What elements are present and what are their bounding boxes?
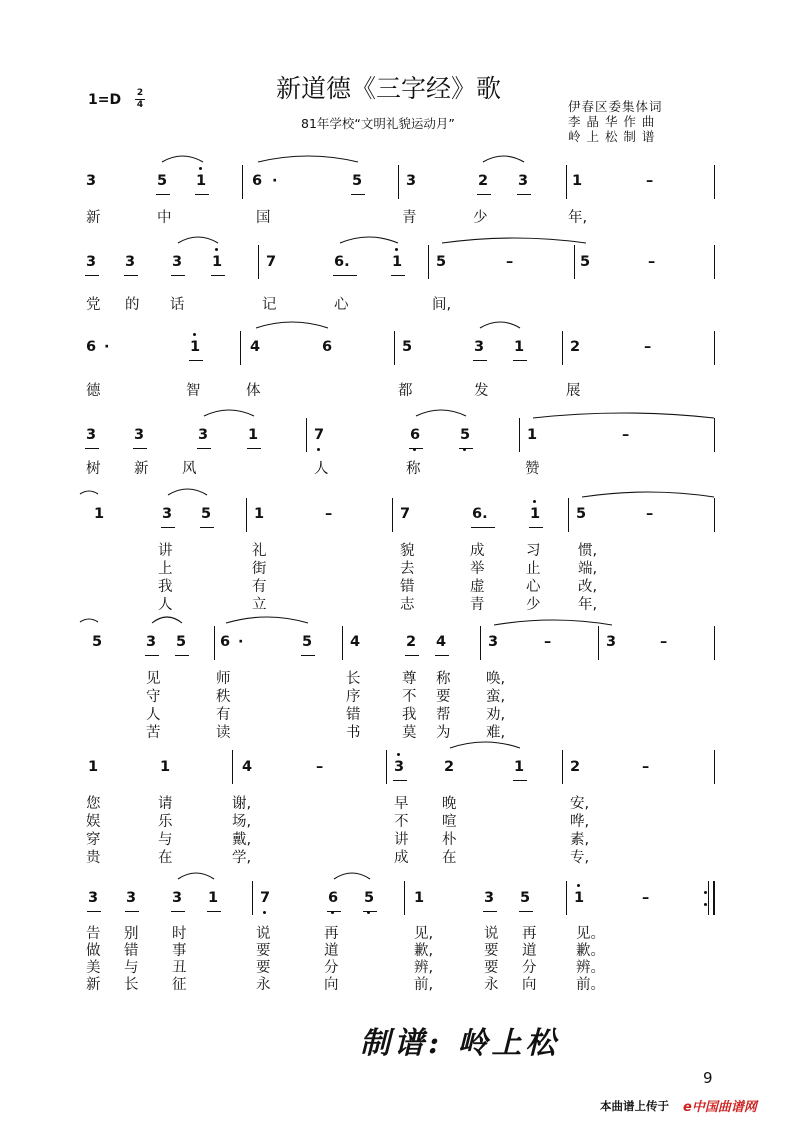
lyric-syllable: 哗, — [570, 814, 590, 830]
lyric-syllable: 晚 — [442, 796, 457, 812]
lyric-syllable: 记 — [262, 297, 277, 313]
jianpu-note: 7 — [266, 254, 277, 270]
jianpu-note: 1 — [392, 254, 403, 270]
jianpu-note: 3 — [162, 506, 173, 522]
jianpu-note: 6. — [334, 254, 350, 270]
jianpu-note: 3 — [198, 427, 209, 443]
upload-notice: 本曲谱上传于 — [600, 1099, 669, 1113]
lyric-syllable: 要 — [484, 943, 499, 959]
lyric-syllable: 秩 — [216, 689, 231, 705]
slur-tie — [226, 617, 308, 623]
lyric-syllable: 乐 — [158, 814, 173, 830]
lyric-syllable: 发 — [474, 383, 489, 399]
jianpu-note: 3 — [86, 173, 97, 189]
dash-extension: – — [506, 254, 514, 270]
lyric-syllable: 树 — [86, 461, 101, 477]
slur-tie — [80, 491, 98, 494]
jianpu-note: 5 — [460, 427, 471, 443]
jianpu-note: 4 — [242, 759, 253, 775]
lyric-syllable: 志 — [400, 597, 415, 613]
jianpu-note: 5 — [92, 634, 103, 650]
lyric-syllable: 尊 — [402, 671, 417, 687]
dash-extension: – — [642, 890, 650, 906]
lyric-syllable: 在 — [442, 850, 457, 866]
jianpu-note: 6 — [252, 173, 263, 189]
lyric-syllable: 我 — [402, 707, 417, 723]
lyric-syllable: 向 — [324, 977, 339, 993]
jianpu-note: · — [238, 634, 244, 650]
lyric-syllable: 成 — [470, 543, 485, 559]
lyric-syllable: 娱 — [86, 814, 101, 830]
lyric-syllable: 难, — [486, 725, 506, 741]
lyric-syllable: 惯, — [578, 543, 598, 559]
jianpu-note: 3 — [126, 890, 137, 906]
lyric-syllable: 立 — [252, 597, 267, 613]
jianpu-note: 1 — [530, 506, 541, 522]
jianpu-note: 3 — [125, 254, 136, 270]
jianpu-note: 5 — [352, 173, 363, 189]
lyric-syllable: 喧 — [442, 814, 457, 830]
jianpu-note: 3 — [86, 427, 97, 443]
lyric-syllable: 人 — [158, 597, 173, 613]
credit-music: 李 晶 华 作 曲 — [568, 114, 656, 129]
brand-mark-icon: e — [683, 1100, 692, 1115]
lyric-syllable: 与 — [124, 960, 139, 976]
lyric-syllable: 事 — [172, 943, 187, 959]
credit-score: 岭 上 松 制 谱 — [568, 129, 656, 144]
jianpu-note: 1 — [414, 890, 425, 906]
lyric-syllable: 序 — [346, 689, 361, 705]
jianpu-note: 3 — [606, 634, 617, 650]
jianpu-note: 6 — [220, 634, 231, 650]
lyric-syllable: 莫 — [402, 725, 417, 741]
jianpu-note: 1 — [196, 173, 207, 189]
jianpu-note: 1 — [88, 759, 99, 775]
page-number: 9 — [703, 1069, 713, 1087]
lyric-syllable: 去 — [400, 561, 415, 577]
lyric-syllable: 心 — [334, 297, 349, 313]
jianpu-note: 1 — [514, 339, 525, 355]
jianpu-note: 3 — [86, 254, 97, 270]
lyric-syllable: 的 — [125, 297, 140, 313]
slur-tie — [80, 619, 98, 622]
lyric-syllable: 风 — [182, 461, 197, 477]
lyric-syllable: 永 — [484, 977, 499, 993]
slur-tie — [178, 873, 214, 879]
slur-tie — [162, 156, 203, 162]
lyric-syllable: 错 — [346, 707, 361, 723]
jianpu-note: 5 — [402, 339, 413, 355]
lyric-syllable: 端, — [578, 561, 598, 577]
jianpu-note: 1 — [574, 890, 585, 906]
jianpu-note: 1 — [514, 759, 525, 775]
slur-tie — [582, 492, 714, 497]
jianpu-note: 2 — [570, 339, 581, 355]
lyric-syllable: 戴, — [232, 832, 252, 848]
dash-extension: – — [544, 634, 552, 650]
jianpu-note: 7 — [400, 506, 411, 522]
lyric-syllable: 赞 — [525, 461, 540, 477]
lyric-syllable: 智 — [186, 383, 201, 399]
lyric-syllable: 人 — [314, 461, 329, 477]
lyric-syllable: 少 — [526, 597, 541, 613]
jianpu-note: 5 — [201, 506, 212, 522]
jianpu-note: 2 — [478, 173, 489, 189]
jianpu-note: 3 — [172, 890, 183, 906]
lyric-syllable: 展 — [566, 383, 581, 399]
jianpu-note: 1 — [94, 506, 105, 522]
lyric-syllable: 做 — [86, 943, 101, 959]
brand-logo — [683, 1096, 757, 1115]
lyric-syllable: 讲 — [394, 832, 409, 848]
lyric-syllable: 青 — [470, 597, 485, 613]
lyric-syllable: 称 — [406, 461, 421, 477]
slur-tie — [533, 413, 714, 418]
lyric-syllable: 话 — [170, 297, 185, 313]
dash-extension: – — [646, 506, 654, 522]
lyric-syllable: 讲 — [158, 543, 173, 559]
lyric-syllable: 辨, — [414, 960, 434, 976]
lyric-syllable: 丑 — [172, 960, 187, 976]
jianpu-note: 5 — [520, 890, 531, 906]
jianpu-note: 6 — [86, 339, 97, 355]
jianpu-note: 2 — [406, 634, 417, 650]
jianpu-note: 1 — [572, 173, 583, 189]
jianpu-note: 1 — [212, 254, 223, 270]
jianpu-note: 4 — [350, 634, 361, 650]
jianpu-note: · — [272, 173, 278, 189]
lyric-syllable: 要 — [436, 689, 451, 705]
lyric-syllable: 改, — [578, 579, 598, 595]
slur-tie — [204, 410, 254, 416]
lyric-syllable: 虚 — [470, 579, 485, 595]
lyric-syllable: 上 — [158, 561, 173, 577]
jianpu-note: 3 — [406, 173, 417, 189]
jianpu-note: 5 — [176, 634, 187, 650]
lyric-syllable: 分 — [324, 960, 339, 976]
slur-tie — [178, 237, 218, 243]
lyric-syllable: 帮 — [436, 707, 451, 723]
lyric-syllable: 青 — [402, 210, 417, 226]
lyric-syllable: 中 — [157, 210, 172, 226]
lyric-syllable: 止 — [526, 561, 541, 577]
slur-tie — [480, 322, 520, 328]
jianpu-note: 1 — [190, 339, 201, 355]
lyric-syllable: 年, — [578, 597, 598, 613]
lyric-syllable: 新 — [86, 977, 101, 993]
jianpu-note: 3 — [488, 634, 499, 650]
lyric-syllable: 劝, — [486, 707, 506, 723]
lyric-syllable: 再 — [522, 926, 537, 942]
lyric-syllable: 专, — [570, 850, 590, 866]
lyric-syllable: 长 — [346, 671, 361, 687]
lyric-syllable: 学, — [232, 850, 252, 866]
jianpu-note: 3 — [172, 254, 183, 270]
slur-tie — [256, 322, 328, 328]
jianpu-note: 6. — [472, 506, 488, 522]
lyric-syllable: 国 — [256, 210, 271, 226]
lyric-syllable: 心 — [526, 579, 541, 595]
dash-extension: – — [646, 173, 654, 189]
slur-tie — [450, 742, 520, 748]
jianpu-note: 1 — [208, 890, 219, 906]
lyric-syllable: 朴 — [442, 832, 457, 848]
lyric-syllable: 您 — [86, 796, 101, 812]
lyric-syllable: 在 — [158, 850, 173, 866]
lyric-syllable: 错 — [400, 579, 415, 595]
slur-tie — [416, 410, 466, 416]
lyric-syllable: 道 — [324, 943, 339, 959]
lyric-syllable: 间, — [432, 297, 452, 313]
lyric-syllable: 告 — [86, 926, 101, 942]
slur-tie — [494, 620, 612, 625]
jianpu-note: 2 — [444, 759, 455, 775]
jianpu-note: 5 — [436, 254, 447, 270]
lyric-syllable: 我 — [158, 579, 173, 595]
slur-tie — [152, 617, 182, 623]
jianpu-note: 1 — [248, 427, 259, 443]
page-title: 新道德《三字经》歌 — [276, 74, 502, 103]
lyric-syllable: 安, — [570, 796, 590, 812]
lyric-syllable: 错 — [124, 943, 139, 959]
lyric-syllable: 为 — [436, 725, 451, 741]
slur-tie — [334, 873, 370, 879]
jianpu-note: 6 — [328, 890, 339, 906]
jianpu-note: 3 — [394, 759, 405, 775]
jianpu-note: 5 — [302, 634, 313, 650]
lyric-syllable: 说 — [256, 926, 271, 942]
time-numerator: 2 — [136, 88, 144, 98]
lyric-syllable: 分 — [522, 960, 537, 976]
jianpu-note: 4 — [436, 634, 447, 650]
lyric-syllable: 貌 — [400, 543, 415, 559]
lyric-syllable: 人 — [146, 707, 161, 723]
slur-tie — [258, 156, 358, 162]
lyric-syllable: 不 — [394, 814, 409, 830]
jianpu-note: 3 — [518, 173, 529, 189]
jianpu-note: 6 — [410, 427, 421, 443]
dash-extension: – — [648, 254, 656, 270]
lyric-syllable: 见 — [146, 671, 161, 687]
lyric-syllable: 习 — [526, 543, 541, 559]
lyric-syllable: 体 — [246, 383, 261, 399]
jianpu-note: 7 — [260, 890, 271, 906]
time-denominator: 4 — [136, 100, 144, 110]
lyric-syllable: 长 — [124, 977, 139, 993]
lyric-syllable: 苦 — [146, 725, 161, 741]
jianpu-note: 7 — [314, 427, 325, 443]
lyric-syllable: 请 — [158, 796, 173, 812]
lyric-syllable: 要 — [256, 943, 271, 959]
credit-lyrics: 伊春区委集体词 — [568, 99, 663, 114]
jianpu-note: 5 — [576, 506, 587, 522]
lyric-syllable: 征 — [172, 977, 187, 993]
lyric-syllable: 见。 — [576, 926, 605, 942]
jianpu-note: 3 — [146, 634, 157, 650]
slur-tie — [340, 237, 398, 243]
lyric-syllable: 有 — [216, 707, 231, 723]
lyric-syllable: 前。 — [576, 977, 605, 993]
dash-extension: – — [660, 634, 668, 650]
jianpu-note: 5 — [580, 254, 591, 270]
lyric-syllable: 歉, — [414, 943, 434, 959]
slur-tie — [483, 156, 524, 162]
signature: 制谱: 岭上松 — [360, 1026, 560, 1061]
lyric-syllable: 礼 — [252, 543, 267, 559]
subtitle: 81年学校“文明礼貌运动月” — [301, 116, 455, 131]
lyric-syllable: 书 — [346, 725, 361, 741]
jianpu-note: 4 — [250, 339, 261, 355]
lyric-syllable: 别 — [124, 926, 139, 942]
jianpu-note: 2 — [570, 759, 581, 775]
lyric-syllable: 歉。 — [576, 943, 605, 959]
jianpu-note: 1 — [254, 506, 265, 522]
lyric-syllable: 师 — [216, 671, 231, 687]
slur-tie — [168, 489, 207, 495]
jianpu-note: 5 — [157, 173, 168, 189]
jianpu-note: 3 — [484, 890, 495, 906]
lyric-syllable: 贵 — [86, 850, 101, 866]
jianpu-note: 3 — [474, 339, 485, 355]
dash-extension: – — [642, 759, 650, 775]
lyric-syllable: 向 — [522, 977, 537, 993]
lyric-syllable: 有 — [252, 579, 267, 595]
lyric-syllable: 年, — [568, 210, 588, 226]
dash-extension: – — [325, 506, 333, 522]
lyric-syllable: 成 — [394, 850, 409, 866]
lyric-syllable: 与 — [158, 832, 173, 848]
jianpu-note: 3 — [88, 890, 99, 906]
lyric-syllable: 要 — [484, 960, 499, 976]
dash-extension: – — [622, 427, 630, 443]
dash-extension: – — [316, 759, 324, 775]
dash-extension: – — [644, 339, 652, 355]
jianpu-note: 5 — [364, 890, 375, 906]
lyric-syllable: 场, — [232, 814, 252, 830]
lyric-syllable: 前, — [414, 977, 434, 993]
lyric-syllable: 说 — [484, 926, 499, 942]
lyric-syllable: 不 — [402, 689, 417, 705]
lyric-syllable: 时 — [172, 926, 187, 942]
lyric-syllable: 谢, — [232, 796, 252, 812]
lyric-syllable: 要 — [256, 960, 271, 976]
lyric-syllable: 美 — [86, 960, 101, 976]
lyric-syllable: 少 — [473, 210, 488, 226]
lyric-syllable: 蛮, — [486, 689, 506, 705]
jianpu-note: 1 — [527, 427, 538, 443]
jianpu-note: 6 — [322, 339, 333, 355]
lyric-syllable: 永 — [256, 977, 271, 993]
lyric-syllable: 德 — [86, 383, 101, 399]
lyric-syllable: 唤, — [486, 671, 506, 687]
lyric-syllable: 道 — [522, 943, 537, 959]
jianpu-note: · — [104, 339, 110, 355]
lyric-syllable: 见, — [414, 926, 434, 942]
lyric-syllable: 辨。 — [576, 960, 605, 976]
lyric-syllable: 新 — [86, 210, 101, 226]
lyric-syllable: 举 — [470, 561, 485, 577]
lyric-syllable: 读 — [216, 725, 231, 741]
slur-tie — [442, 238, 586, 243]
lyric-syllable: 素, — [570, 832, 590, 848]
lyric-syllable: 称 — [436, 671, 451, 687]
jianpu-note: 3 — [134, 427, 145, 443]
jianpu-note: 1 — [160, 759, 171, 775]
brand-name: 中国曲谱网 — [691, 1100, 757, 1115]
lyric-syllable: 街 — [252, 561, 267, 577]
lyric-syllable: 新 — [134, 461, 149, 477]
lyric-syllable: 早 — [394, 796, 409, 812]
lyric-syllable: 穿 — [86, 832, 101, 848]
lyric-syllable: 再 — [324, 926, 339, 942]
lyric-syllable: 党 — [86, 297, 101, 313]
lyric-syllable: 都 — [398, 383, 413, 399]
lyric-syllable: 守 — [146, 689, 161, 705]
key-signature: 1=D — [88, 92, 122, 108]
